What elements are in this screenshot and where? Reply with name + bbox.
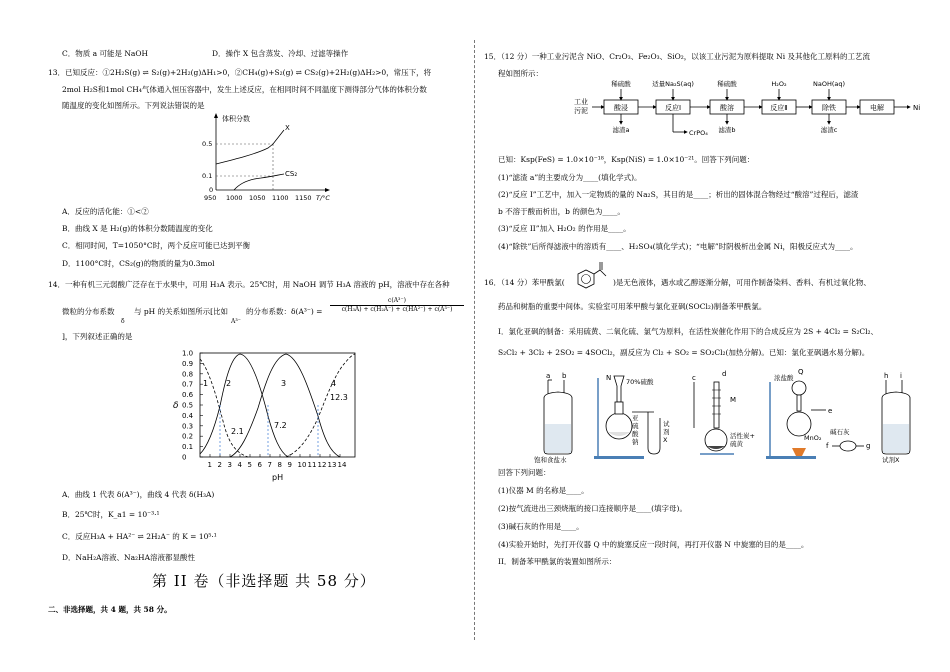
q13-xtick-950: 950 xyxy=(204,194,217,202)
q14-curve-4 xyxy=(286,354,355,457)
q14-mark-label-7.2: 7.2 xyxy=(274,421,287,430)
q13-curve-x xyxy=(216,130,284,164)
port-e-label: e xyxy=(828,407,833,415)
q14-frac-numerator: c(A³⁻) xyxy=(330,297,464,306)
carbonyl-bond xyxy=(594,270,600,274)
q14-ytick-label: 0.8 xyxy=(182,370,194,379)
q13-xtick-1050: 1050 xyxy=(249,194,266,202)
q14-xtick-label: 5 xyxy=(247,461,252,469)
q14-ytick-label: 0.6 xyxy=(182,391,194,400)
q16-stem-line1a: 16．（14 分）苯甲酰氯( xyxy=(484,278,565,287)
q15-stem-line2: 程如图所示： xyxy=(498,69,543,78)
condenser-m-label: M xyxy=(730,396,737,404)
q14-ytick-label: 0.2 xyxy=(182,432,194,441)
flow-reagent-label: H₂O₂ xyxy=(771,80,787,88)
port-f-label: f xyxy=(826,442,829,450)
flow-residue-label: 滤渣b xyxy=(718,126,736,134)
q14-xtick-label: 14 xyxy=(337,461,347,469)
q14-ytick-label: 0.4 xyxy=(182,411,194,420)
q14-xtick-label: 7 xyxy=(267,461,272,469)
q13-option-d: D．1100°C时，CS₂(g)的物质的量为0.3mol xyxy=(62,259,215,268)
flow-start-line2: 污泥 xyxy=(574,107,588,115)
flow-reagent-label: NaOH(aq) xyxy=(812,80,846,88)
q13-xtick-1100: 1100 xyxy=(272,194,289,202)
section2-subtitle: 二、非选择题，共 4 题，共 58 分。 xyxy=(48,605,172,614)
q16-apparatus xyxy=(534,368,934,464)
q15-question-3: (3)“反应 II”加入 H₂O₂ 的作用是____。 xyxy=(498,224,631,233)
q14-xtick-label: 13 xyxy=(327,461,337,469)
q14-ytick-label: 0.9 xyxy=(182,359,194,368)
flow-box-label: 酸浸 xyxy=(614,104,628,112)
q14-curve-label-2: 2 xyxy=(226,379,232,388)
q13-chart xyxy=(196,112,346,204)
carbon-sulfur-label: 活性炭+ xyxy=(730,432,755,440)
reagent-x2-label: 试剂X xyxy=(882,456,900,464)
q13-curve-cs2 xyxy=(234,174,284,190)
c-cl-bond xyxy=(600,270,606,276)
q14-xlabel: pH xyxy=(272,473,284,482)
q13-stem-line1: 13．已知反应：①2H₂S(g) ⇌ S₂(g)+2H₂(g)ΔH₁>0，②CH₄(g)+S₂(g) ⇌ CS₂(g)+2H₂(g)ΔH₂>0，常压下，将 xyxy=(48,68,432,77)
reagent-x1-label-char: X xyxy=(663,436,668,444)
q13-stem-line2: 2mol H₂S和1mol CH₄气体通入恒压容器中，发生上述反应，在相同时间不同温度下测得部分气体的体积分数 xyxy=(62,85,427,94)
q14-ytick-label: 0 xyxy=(182,453,187,462)
q13-x-arrow xyxy=(325,188,330,192)
q13-y-arrow xyxy=(214,113,218,118)
q14-ytick-label: 1.0 xyxy=(182,349,194,358)
q14-option-c: C．反应H₃A + HA²⁻ ⇌ 2H₂A⁻ 的 K = 10⁵·¹ xyxy=(62,532,217,541)
benzene-ring xyxy=(578,270,594,288)
port-g-label: g xyxy=(866,442,871,450)
flow-box-label: 酸溶 xyxy=(720,104,734,112)
brine-label: 饱和食盐水 xyxy=(534,456,567,464)
q14-xtick-label: 6 xyxy=(257,461,262,469)
mno2-label: MnO₂ xyxy=(804,434,822,442)
q13-stem-line3: 随温度的变化如图所示。下列说法错误的是 xyxy=(62,101,205,110)
q16-question-1: (1)仪器 M 的名称是____。 xyxy=(498,486,589,495)
sulfite-label-char: 酸 xyxy=(632,430,639,438)
q14-xtick-label: 2 xyxy=(217,461,222,469)
q14-fraction xyxy=(330,297,464,313)
flow-residue-label: 滤渣a xyxy=(612,126,630,134)
q15-question-1: (1)“滤渣 a”的主要成分为____(填化学式)。 xyxy=(498,173,642,182)
q13-xtick-1000: 1000 xyxy=(226,194,243,202)
q16-stem-line2: 药品和树脂的重要中间体。实验室可用苯甲酸与氯化亚砜(SOCl₂)制备苯甲酰氯。 xyxy=(498,302,767,311)
q16-part2-title: II．制备苯甲酰氯的装置如图所示： xyxy=(498,557,617,566)
q16-question-2: (2)按气流进出三颈烧瓶的接口连接顺序是____(填字母)。 xyxy=(498,504,687,513)
q14-ytick-label: 0.7 xyxy=(182,380,194,389)
q16-stem-line1b: )是无色液体，遇水或乙醇逐渐分解，可用作制备染料、香料、有机过氧化物、 xyxy=(613,278,871,287)
port-b-label: b xyxy=(562,372,567,380)
q14-xtick-label: 12 xyxy=(317,461,327,469)
section2-title: 第 II 卷（非选择题 共 58 分） xyxy=(152,572,376,590)
benzene-inner-circle xyxy=(582,275,591,284)
q14-stem-line2a: 微粒的分布系数 xyxy=(62,307,115,316)
flow-box-label: 反应Ⅱ xyxy=(770,104,788,112)
q15-question-2b: b 不溶于酸而析出，b 的颜色为____。 xyxy=(498,207,625,216)
q14-option-b: B．25℃时，K_a1 = 10⁻³·¹ xyxy=(62,510,160,519)
reagent-x1-label-char: 剂 xyxy=(663,428,670,436)
q14-option-d: D．NaH₂A溶液、Na₂HA溶液都显酸性 xyxy=(62,553,196,562)
q14-stem-line2c: 的分布系数：δ(A³⁻) = xyxy=(246,307,323,316)
q14-xtick-label: 10 xyxy=(297,461,307,469)
so2-generator xyxy=(594,374,670,459)
sulfite-label-char: 钠 xyxy=(632,438,639,446)
q14-mark-label-2.1: 2.1 xyxy=(231,427,244,436)
benzoyl-chloride-structure xyxy=(570,260,610,296)
q16-part1-line1: I．氯化亚砜的制备：采用硫黄、二氧化硫、氯气为原料，在活性炭催化作用下的合成反应为 2S + 4Cl₂ = S₂Cl₂、 xyxy=(498,327,879,336)
q14-ytick-label: 0.5 xyxy=(182,401,194,410)
q13-ylabel: 体积分数 xyxy=(222,115,250,123)
q15-stem-line1: 15．（12 分）一种工业污泥含 NiO、Cr₂O₃、Fe₂O₃、SiO₂，以该工业污泥为原料提取 Ni 及其他化工原料的工艺流 xyxy=(484,52,871,61)
q14-ytick-label: 0.3 xyxy=(182,422,194,431)
sulfite-label-char: 亚 xyxy=(632,414,639,422)
q14-xtick-label: 4 xyxy=(237,461,242,469)
port-i-label: i xyxy=(900,372,902,380)
q14-stem-line3: ]，下列叙述正确的是 xyxy=(62,332,133,341)
flow-end-label: Ni xyxy=(913,104,921,112)
q14-frac-denominator: c(H₃A) + c(H₂A⁻) + c(HA²⁻) + c(A³⁻) xyxy=(341,305,453,313)
flow-box-label: 反应Ⅰ xyxy=(664,104,682,112)
flow-box-label: 除铁 xyxy=(822,104,836,112)
chlorine-generator xyxy=(766,368,832,459)
q15-flow-diagram xyxy=(574,80,921,142)
q14-delta-symbol: δ xyxy=(121,318,125,325)
flow-box-label: 电解 xyxy=(870,104,884,112)
q14-chart xyxy=(168,346,378,486)
q14-xtick-label: 11 xyxy=(307,461,317,469)
left-column xyxy=(0,0,474,672)
q13-option-b: B．曲线 X 是 H₂(g)的体积分数随温度的变化 xyxy=(62,224,213,233)
q14-plot-frame xyxy=(200,353,355,457)
q16-answer-intro: 回答下列问题： xyxy=(498,468,551,477)
q13-option-c: C．相同时间，T=1050°C时，两个反应可能已达到平衡 xyxy=(62,241,251,250)
q14-curve-label-3: 3 xyxy=(281,379,287,388)
wash-bottle-brine xyxy=(534,372,572,464)
q16-question-3: (3)碱石灰的作用是____。 xyxy=(498,522,584,531)
soda-lime-tube xyxy=(826,427,870,451)
flow-reagent-label: 适量Na₂S(aq) xyxy=(652,80,694,88)
q15-question-2a: (2)“反应 I”工艺中，加入一定物质的量的 Na₂S，其目的是____；析出的固体混合物经过“酸溶”过程后，滤渣 xyxy=(498,190,859,199)
acid-70-label: 70%硫酸 xyxy=(626,378,654,386)
q14-stem-line1: 14．一种有机三元弱酸广泛存在于水果中，可用 H₃A 表示。25℃时，用 NaOH 调节 H₃A 溶液的 pH，溶液中存在各种 xyxy=(48,280,450,289)
q12-option-d: D．操作 X 包含蒸发、冷却、过滤等操作 xyxy=(212,49,349,58)
soda-lime-label: 碱石灰 xyxy=(830,428,850,436)
flow-reagent-label: 稀硫酸 xyxy=(717,80,737,88)
q12-option-c: C．物质 a 可能是 NaOH xyxy=(62,49,149,58)
q15-ksp: 已知：Ksp(FeS) = 1.0×10⁻¹⁸，Ksp(NiS) = 1.0×10⁻²¹。回答下列问题： xyxy=(498,155,755,164)
q13-ytick-0.5: 0.5 xyxy=(202,140,213,148)
q14-xtick-label: 9 xyxy=(287,461,292,469)
q14-mark-label-12.3: 12.3 xyxy=(330,393,348,402)
carbon-sulfur-label: 硫黄 xyxy=(730,440,743,448)
q14-curve-label-1: 1 xyxy=(203,379,209,388)
q13-label-cs2: CS₂ xyxy=(285,170,298,178)
q16-part1-line2: S₂Cl₂ + 3Cl₂ + 2SO₂ = 4SOCl₂，副反应为 Cl₂ + SO₂ = SO₂Cl₂(加热分解)。已知：氯化亚砜遇水易分解)。 xyxy=(498,348,870,357)
port-c-label: c xyxy=(692,374,696,382)
reagent-x1-label-char: 试 xyxy=(663,420,670,428)
port-d-label: d xyxy=(722,370,727,378)
q14-curve-3 xyxy=(230,354,340,457)
funnel-q-label: Q xyxy=(798,368,804,376)
conc-hcl-label: 浓盐酸 xyxy=(774,374,794,382)
port-a-label: a xyxy=(546,372,551,380)
flow-reagent-label: 稀硫酸 xyxy=(611,80,631,88)
q13-label-x: X xyxy=(285,124,290,132)
q14-stem-line2b: 与 pH 的关系如图所示[比如 xyxy=(134,307,229,316)
q13-option-a: A．反应的活化能：①<② xyxy=(62,207,149,216)
q13-xtick-1150: 1150 xyxy=(295,194,312,202)
flow-residue-label: 滤渣c xyxy=(820,126,838,134)
funnel-n-label: N xyxy=(606,374,612,382)
q14-a3-symbol: A³⁻ xyxy=(231,318,241,325)
q14-xtick-label: 3 xyxy=(227,461,232,469)
q13-ytick-0: 0 xyxy=(209,186,214,194)
q14-curve-1 xyxy=(200,359,248,457)
q14-ylabel: δ xyxy=(173,401,179,411)
three-neck-flask-setup xyxy=(692,370,755,454)
flow-start-line1: 工业 xyxy=(574,98,588,106)
port-h-label: h xyxy=(884,372,889,380)
q15-question-4: (4)“除铁”后所得滤液中的溶质有____、H₂SO₄(填化学式)；“电解”时阴极析出金属 Ni，阳极反应式为____。 xyxy=(498,242,858,251)
q16-question-4: (4)实验开始时，先打开仪器 Q 中的旋塞反应一段时间，再打开仪器 N 中旋塞的目的是____。 xyxy=(498,540,809,549)
q14-curve-label-4: 4 xyxy=(331,379,337,388)
q14-xtick-label: 8 xyxy=(277,461,282,469)
q13-xlabel: T/°C xyxy=(316,194,330,202)
wash-bottle-reagent-x xyxy=(882,372,910,464)
q14-xtick-label: 1 xyxy=(207,461,212,469)
right-column xyxy=(474,0,950,672)
q13-ytick-0.1: 0.1 xyxy=(202,172,213,180)
q14-option-a: A．曲线 1 代表 δ(A³⁻)，曲线 4 代表 δ(H₃A) xyxy=(62,490,215,499)
q14-ytick-label: 0.1 xyxy=(182,443,194,452)
sulfite-label-char: 硫 xyxy=(632,422,639,430)
flow-crpo4-label: CrPO₄ xyxy=(689,129,708,137)
